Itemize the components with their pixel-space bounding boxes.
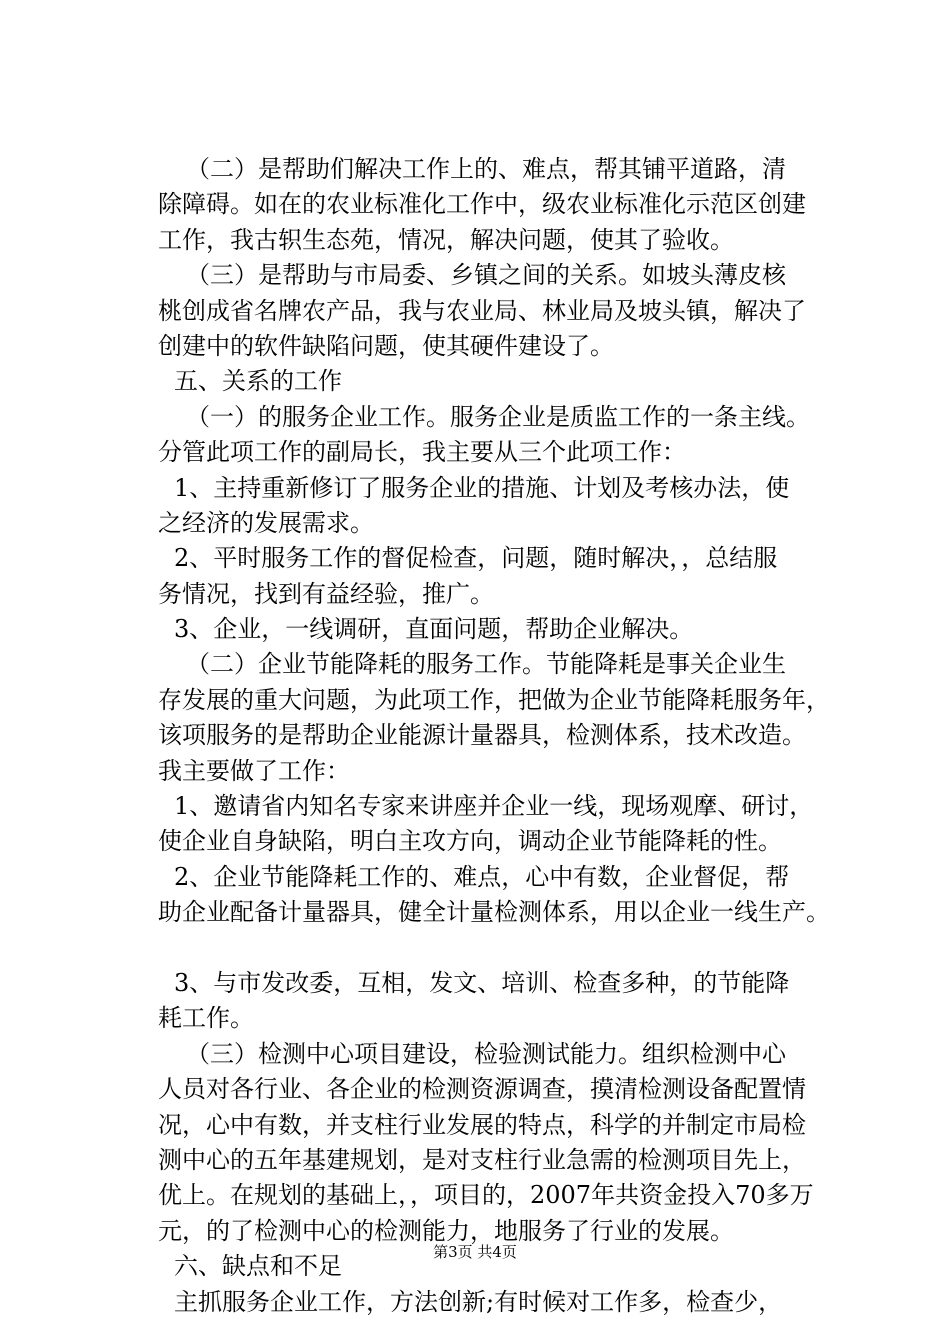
text-line: （一）的服务企业工作。服务企业是质监工作的一条主线。 [186, 402, 810, 431]
text-line: 创建中的软件缺陷问题，使其硬件建设了。 [158, 331, 614, 360]
text-line: 该项服务的是帮助企业能源计量器具，检测体系，技术改造。 [158, 721, 806, 750]
text-line: 主抓服务企业工作，方法创新;有时候对工作多，检查少， [174, 1287, 783, 1316]
text-line: 2、平时服务工作的督促检查，问题，随时解决，，总结服 [174, 544, 778, 573]
text-line: 桃创成省名牌农产品，我与农业局、林业局及坡头镇，解决了 [158, 296, 806, 325]
text-line: 助企业配备计量器具，健全计量检测体系，用以企业一线生产。 [158, 898, 830, 927]
text-line: 六、缺点和不足 [174, 1252, 342, 1281]
text-line: 务情况，找到有益经验，推广。 [158, 579, 494, 608]
text-line: （三）是帮助与市局委、乡镇之间的关系。如坡头薄皮核 [186, 261, 786, 290]
text-line: （二）企业节能降耗的服务工作。节能降耗是事关企业生 [186, 650, 786, 679]
text-line: 除障碍。如在的农业标准化工作中，级农业标准化示范区创建 [158, 190, 806, 219]
text-line: 元，的了检测中心的检测能力，地服务了行业的发展。 [158, 1216, 734, 1245]
text-line: 1、主持重新修订了服务企业的措施、计划及考核办法，使 [174, 473, 790, 502]
text-line: 耗工作。 [158, 1004, 254, 1033]
text-line: 况，心中有数，并支柱行业发展的特点，科学的并制定市局检 [158, 1110, 806, 1139]
text-line: （二）是帮助们解决工作上的、难点，帮其铺平道路，清 [186, 155, 786, 183]
text-line: 工作，我古轵生态苑，情况，解决问题，使其了验收。 [158, 225, 734, 254]
document-body [158, 152, 858, 1320]
text-line: 2、企业节能降耗工作的、难点，心中有数，企业督促，帮 [174, 862, 790, 891]
text-line: 我主要做了工作： [158, 756, 350, 785]
text-line: 五、关系的工作 [174, 367, 342, 396]
text-line: 测中心的五年基建规划，是对支柱行业急需的检测项目先上， [158, 1145, 806, 1174]
page-footer: 第3页 共4页 [433, 1243, 517, 1261]
text-line: 使企业自身缺陷，明白主攻方向，调动企业节能降耗的性。 [158, 827, 782, 856]
text-line: 分管此项工作的副局长，我主要从三个此项工作： [158, 438, 686, 467]
text-line: （三）检测中心项目建设，检验测试能力。组织检测中心 [186, 1039, 786, 1068]
text-line: 人员对各行业、各企业的检测资源调查，摸清检测设备配置情 [158, 1075, 806, 1104]
text-line: 3、与市发改委，互相，发文、培训、检查多种，的节能降 [174, 968, 790, 997]
text-line: 3、企业，一线调研，直面问题，帮助企业解决。 [174, 615, 694, 644]
text-line: 之经济的发展需求。 [158, 508, 374, 537]
text-line: 存发展的重大问题，为此项工作，把做为企业节能降耗服务年， [158, 685, 830, 714]
text-line: 优上。在规划的基础上，，项目的，2007年共资金投入70多万 [158, 1181, 814, 1210]
text-line: 1、邀请省内知名专家来讲座并企业一线，现场观摩、研讨， [174, 792, 814, 821]
blank-line [158, 931, 858, 966]
